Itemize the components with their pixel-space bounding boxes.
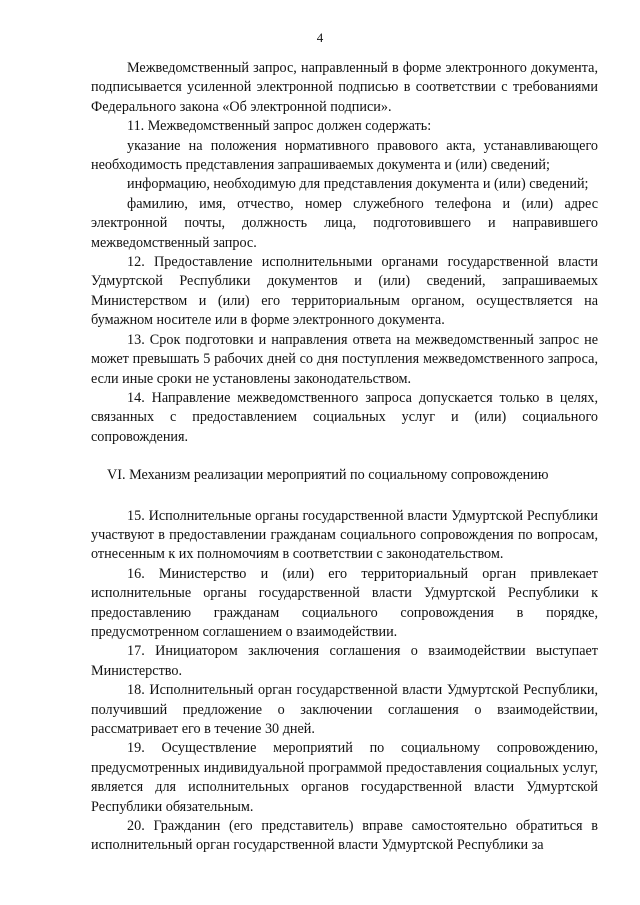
paragraph: Межведомственный запрос, направленный в форме электронного документа, подписывается усиленной электронной подписью в соответствии с требованиями Федерального закона «Об электронной подписи».: [91, 60, 598, 115]
paragraph: 12. Предоставление исполнительными органами государственной власти Удмуртской Республики документов и (или) сведений, запрашиваемых Министерством и (или) его территориальным органом, осуществляется на бумажном носителе или в форме электронного документа.: [91, 254, 598, 329]
paragraph: 11. Межведомственный запрос должен содержать:: [127, 118, 432, 135]
paragraph: 16. Министерство и (или) его территориальный орган привлекает исполнительные органы государственной власти Удмуртской Республики к предоставлению гражданам социального сопровождения в порядке, предусмотренном соглашением о взаимодействии.: [91, 565, 598, 640]
paragraph: 13. Срок подготовки и направления ответа на межведомственный запрос не может превышать 5 рабочих дней со дня поступления межведомственного запроса, если иные сроки не установлены законодательством.: [91, 331, 598, 387]
paragraph: указание на положения нормативного правового акта, устанавливающего необходимость представления запрашиваемых документа и (или) сведений;: [91, 137, 598, 174]
page-number: 4: [316, 30, 324, 45]
document-body: [91, 59, 598, 856]
paragraph: фамилию, имя, отчество, номер служебного телефона и (или) адрес электронной почты, должность лица, подготовившего и направившего межведомственный запрос.: [91, 195, 598, 251]
paragraph: 14. Направление межведомственного запроса допускается только в целях, связанных с предоставлением социальных услуг и (или) социального сопровождения.: [91, 389, 598, 445]
paragraph: информацию, необходимую для представления документа и (или) сведений;: [127, 176, 589, 193]
paragraph: 18. Исполнительный орган государственной власти Удмуртской Республики, получивший предложение о заключении соглашения о взаимодействии, рассматривает его в течение 30 дней.: [91, 682, 598, 737]
section-heading: VI. Механизм реализации мероприятий по социальному сопровождению: [107, 467, 549, 484]
paragraph: 19. Осуществление мероприятий по социальному сопровождению, предусмотренных индивидуальной программой предоставления социальных услуг, является для исполнительных органов государственной власти Удмуртской Республики обязательным.: [91, 740, 598, 815]
paragraph: 17. Инициатором заключения соглашения о взаимодействии выступает Министерство.: [91, 643, 598, 679]
paragraph: 20. Гражданин (его представитель) вправе самостоятельно обратиться в исполнительный орган государственной власти Удмуртской Республики за: [91, 818, 598, 854]
paragraph: 15. Исполнительные органы государственной власти Удмуртской Республики участвуют в предоставлении гражданам социального сопровождения по вопросам, отнесенным к их полномочиям в соответствии с законодательством.: [91, 507, 598, 563]
